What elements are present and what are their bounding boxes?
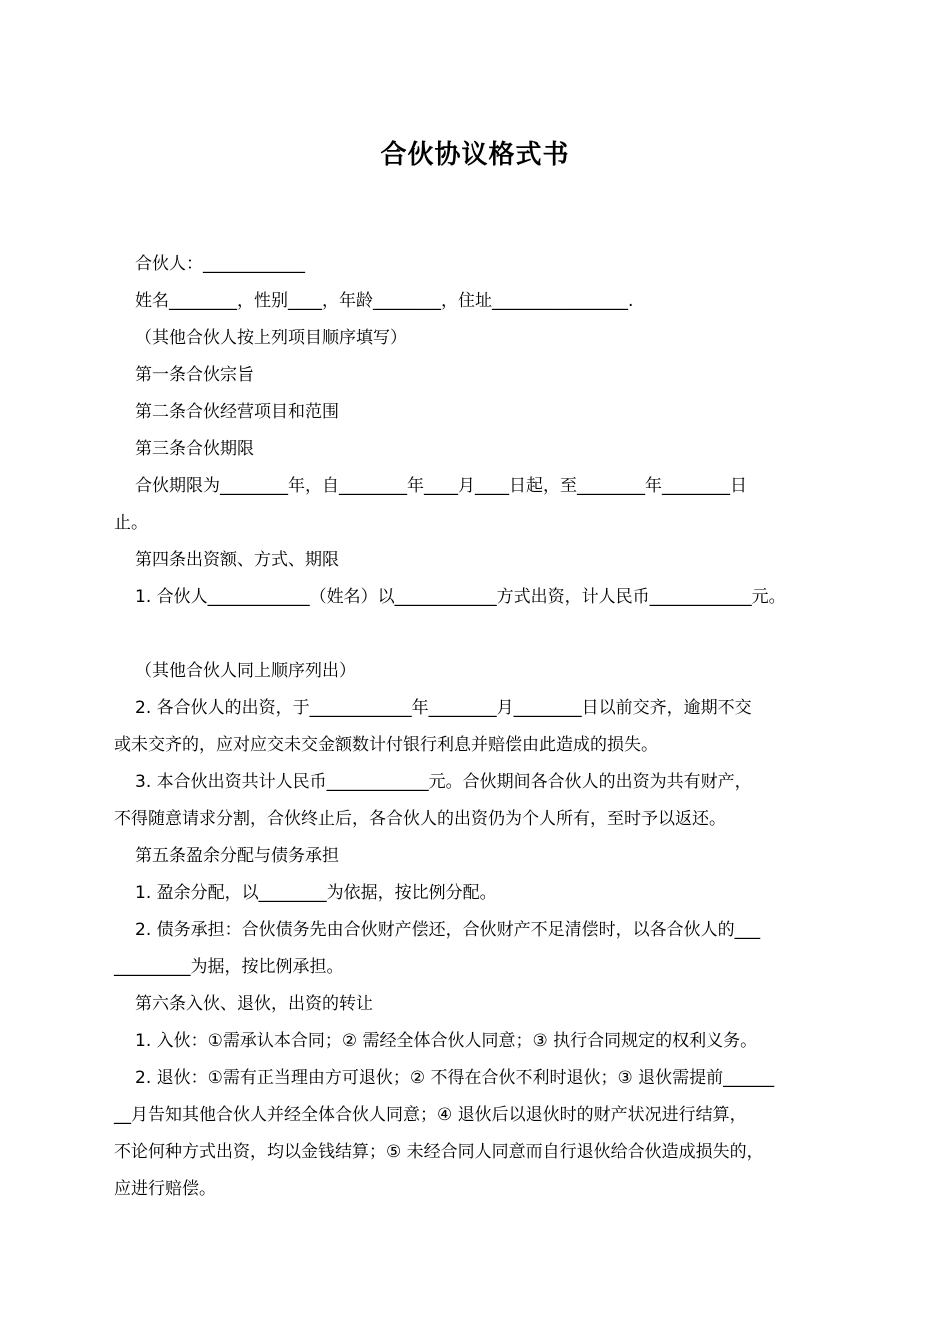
term-paragraph-line: 止。: [114, 513, 148, 533]
debt-item-line: 2. 债务承担：合伙债务先由合伙财产偿还，合伙财产不足清偿时，以各合伙人的___: [135, 920, 761, 940]
partner-line: 合伙人：____________: [135, 254, 305, 274]
withdrawal-item-line: 应进行赔偿。: [114, 1179, 216, 1199]
withdrawal-item-line: 2. 退伙：①需有正当理由方可退伙；② 不得在合伙不利时退伙；③ 退伙需提前______: [135, 1068, 775, 1088]
document-title: 合伙协议格式书: [380, 140, 570, 170]
document-body: [114, 250, 842, 1212]
order-note: （其他合伙人同上顺序列出）: [135, 661, 356, 681]
article-6-heading: 第六条入伙、退伙，出资的转让: [135, 994, 373, 1014]
term-paragraph-line: 合伙期限为________年，自________年____月____日起，至________年________日: [135, 476, 747, 496]
contribution-item-3-line: 不得随意请求分割，合伙终止后，各合伙人的出资仍为个人所有，至时予以返还。: [114, 809, 726, 829]
joining-item: 1. 入伙：①需承认本合同；② 需经全体合伙人同意；③ 执行合同规定的权利义务。: [135, 1031, 758, 1051]
article-5-heading: 第五条盈余分配与债务承担: [135, 846, 339, 866]
fill-note: （其他合伙人按上列项目顺序填写）: [135, 328, 407, 348]
withdrawal-item-line: 不论何种方式出资，均以金钱结算；⑤ 未经合同人同意而自行退伙给合伙造成损失的，: [114, 1142, 764, 1162]
contribution-item-2-line: 2. 各合伙人的出资，于____________年________月________日以前交齐，逾期不交: [135, 698, 752, 718]
article-4-heading: 第四条出资额、方式、期限: [135, 550, 339, 570]
contribution-item-3-line: 3. 本合伙出资共计人民币____________元。合伙期间各合伙人的出资为共有财产，: [135, 772, 752, 792]
partner-info-line: 姓名________，性别____，年龄________，住址________________.: [135, 291, 634, 311]
debt-item-line: _________为据，按比例承担。: [114, 957, 344, 977]
profit-distribution-item: 1. 盈余分配，以________为依据，按比例分配。: [135, 883, 497, 903]
contribution-item-1: 1. 合伙人____________（姓名）以____________方式出资，计人民币____________元。: [135, 587, 786, 607]
article-3-heading: 第三条合伙期限: [135, 439, 254, 459]
paragraph-gap: [114, 620, 842, 657]
article-2-heading: 第二条合伙经营项目和范围: [135, 402, 339, 422]
contribution-item-2-line: 或未交齐的，应对应交未交金额数计付银行利息并赔偿由此造成的损失。: [114, 735, 658, 755]
withdrawal-item-line: __月告知其他合伙人并经全体合伙人同意；④ 退伙后以退伙时的财产状况进行结算，: [114, 1105, 747, 1125]
article-1-heading: 第一条合伙宗旨: [135, 365, 254, 385]
